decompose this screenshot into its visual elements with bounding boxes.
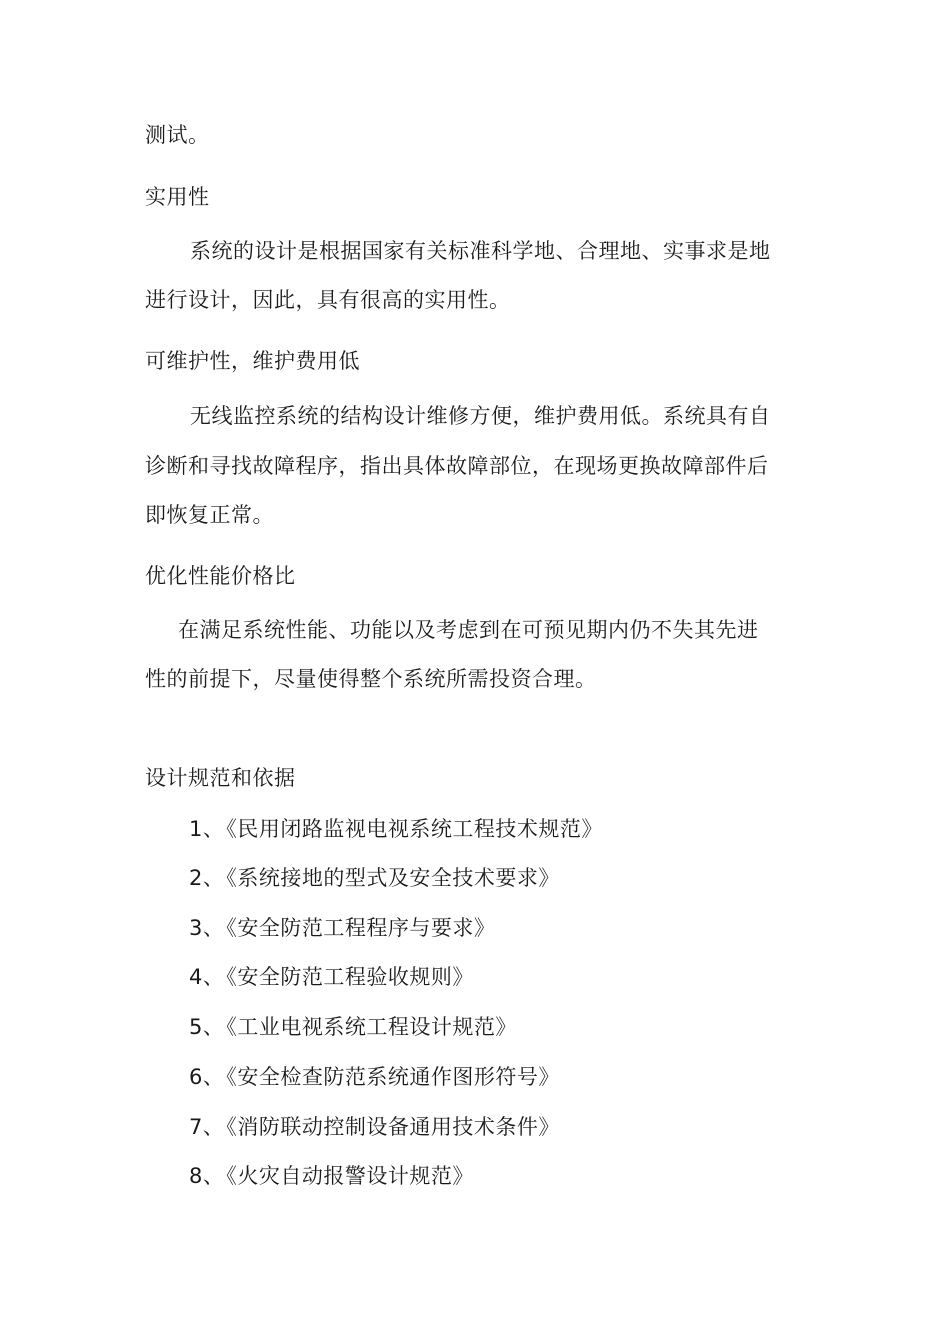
paragraph-line: 性的前提下，尽量使得整个系统所需投资合理。 <box>145 667 597 691</box>
paragraph-line: 诊断和寻找故障程序，指出具体故障部位，在现场更换故障部件后 <box>145 454 769 478</box>
reference-item: 5、《工业电视系统工程设计规范》 <box>189 1015 517 1039</box>
section-heading-maintainability: 可维护性，维护费用低 <box>145 349 360 373</box>
paragraph-line: 测试。 <box>145 123 210 147</box>
section-heading-standards: 设计规范和依据 <box>145 766 296 790</box>
paragraph-line: 即恢复正常。 <box>145 503 274 527</box>
section-heading-cost-performance: 优化性能价格比 <box>145 564 296 588</box>
reference-item: 6、《安全检查防范系统通作图形符号》 <box>189 1065 560 1089</box>
reference-item: 7、《消防联动控制设备通用技术条件》 <box>189 1115 560 1139</box>
reference-item: 1、《民用闭路监视电视系统工程技术规范》 <box>189 817 603 841</box>
paragraph-line: 在满足系统性能、功能以及考虑到在可预见期内仍不失其先进 <box>178 618 759 642</box>
paragraph-line: 无线监控系统的结构设计维修方便，维护费用低。系统具有自 <box>190 404 771 428</box>
paragraph-line: 进行设计，因此，具有很高的实用性。 <box>145 288 511 312</box>
reference-item: 2、《系统接地的型式及安全技术要求》 <box>189 866 560 890</box>
reference-item: 3、《安全防范工程程序与要求》 <box>189 916 496 940</box>
reference-item: 4、《安全防范工程验收规则》 <box>189 965 474 989</box>
section-heading-practicality: 实用性 <box>145 185 210 209</box>
reference-item: 8、《火灾自动报警设计规范》 <box>189 1164 474 1188</box>
paragraph-line: 系统的设计是根据国家有关标准科学地、合理地、实事求是地 <box>190 239 771 263</box>
